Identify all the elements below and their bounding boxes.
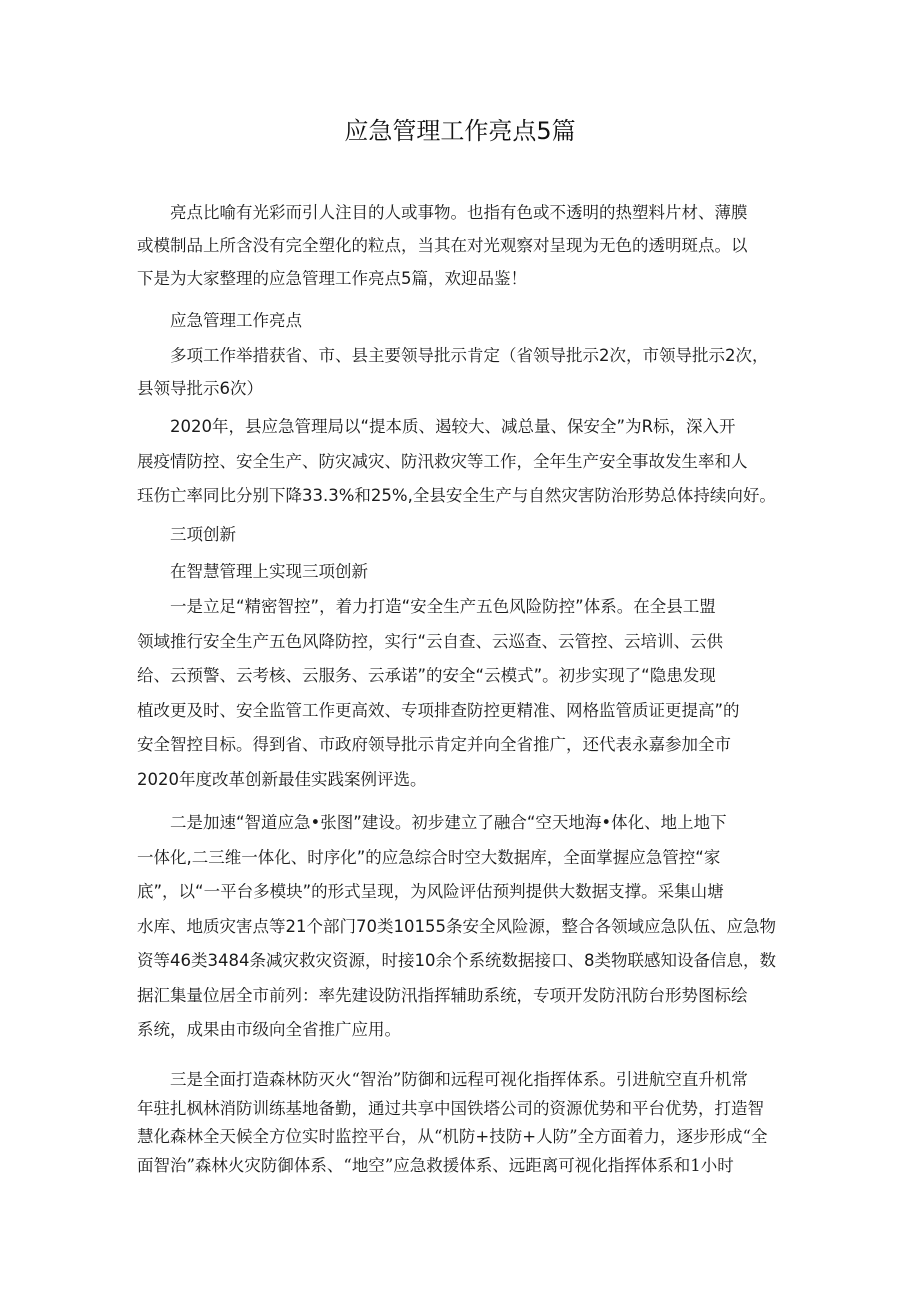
text-line: 给、云预警、云考核、云服务、云承诺”的安全“云模式”。初步实现了“隐患发现: [137, 666, 716, 685]
heading-text: 应急管理工作亮点: [137, 311, 302, 330]
section-heading: [137, 304, 777, 337]
heading-text: 在智慧管理上实现三项创新: [137, 562, 368, 581]
text-line: 2020年，县应急管理局以“提本质、遏较大、减总量、保安全”为R标，深入开: [137, 417, 736, 436]
text-line: 资等46类3484条减灾救灾资源，时接10余个系统数据接口、8类物联感知设备信息，数: [137, 951, 776, 970]
text-line: 亮点比喻有光彩而引人注目的人或事物。也指有色或不透明的热塑料片材、薄膜: [137, 203, 748, 222]
text-line: 2020年度改革创新最佳实践案例评选。: [137, 769, 427, 789]
text-line: 水库、地质灾害点等21个部门70类10155条安全风险源，整合各领域应急队伍、应急物: [137, 916, 776, 936]
paragraph: [137, 339, 777, 405]
text-line: 面智治”森林火灾防御体系、“地空”应急救援体系、远距离可视化指挥体系和1小时: [137, 1155, 734, 1175]
section-heading: [137, 518, 777, 551]
text-line: 二是加速“智道应急•张图”建设。初步建立了融合“空天地海•体化、地上地下: [137, 813, 727, 832]
text-line: 底”，以“一平台多模块”的形式呈现，为风险评估预判提供大数据支撑。采集山塘: [137, 882, 724, 901]
intro-paragraph: [137, 196, 777, 295]
text-line: 年驻扎枫林消防训练基地备勤，通过共享中国铁塔公司的资源优势和平台优势，打造智: [137, 1098, 764, 1118]
text-line: 一是立足“精密智控”，着力打造“安全生产五色风险防控”体系。在全县工盟: [137, 597, 716, 616]
text-line: 珏伤亡率同比分别下降33.3%和25%,全县安全生产与自然灾害防治形势总体持续向好。: [137, 486, 776, 505]
paragraph: [137, 590, 777, 797]
text-line: 展疫情防控、安全生产、防灾减灾、防汛救灾等工作，全年生产安全事故发生率和人: [137, 451, 748, 471]
text-line: 三是全面打造森林防灭火“智治”防御和远程可视化指挥体系。引进航空直升机常: [137, 1070, 748, 1089]
text-line: 慧化森林全天候全方位实时监控平台，从“机防+技防+人防”全方面着力，逐步形成“全: [137, 1127, 768, 1146]
text-line: 下是为大家整理的应急管理工作亮点5篇，欢迎品鉴！: [137, 269, 527, 288]
heading-text: 三项创新: [137, 525, 236, 544]
document-title: 应急管理工作亮点5篇: [344, 117, 576, 145]
text-line: 安全智控目标。得到省、市政府领导批示肯定并向全省推广，还代表永嘉参加全市: [137, 735, 731, 754]
paragraph: [137, 1066, 777, 1180]
text-line: 领域推行安全生产五色风降防控，实行“云自查、云巡查、云管控、云培训、云供: [137, 631, 724, 651]
text-line: 据汇集量位居全市前列：率先建设防汛指挥辅助系统，专项开发防汛防台形势图标绘: [137, 985, 748, 1005]
paragraph: [137, 806, 777, 1048]
text-line: 多项工作举措获省、市、县主要领导批示肯定（省领导批示2次，市领导批示2次，: [137, 346, 769, 365]
section-heading: [137, 555, 777, 588]
text-line: 或模制品上所含没有完全塑化的粒点，当其在对光观察对呈现为无色的透明斑点。以: [137, 236, 748, 255]
text-line: 县领导批示6次）: [137, 379, 263, 398]
text-line: 植改更及时、安全监管工作更高效、专项排查防控更精准、网格监管质证更提高”的: [137, 700, 740, 720]
paragraph: [137, 410, 777, 514]
text-line: 一体化,二三维一体化、时序化”的应急综合时空大数据库，全面掌握应急管控“家: [137, 847, 721, 867]
text-line: 系统，成果由市级向全省推广应用。: [137, 1020, 401, 1039]
